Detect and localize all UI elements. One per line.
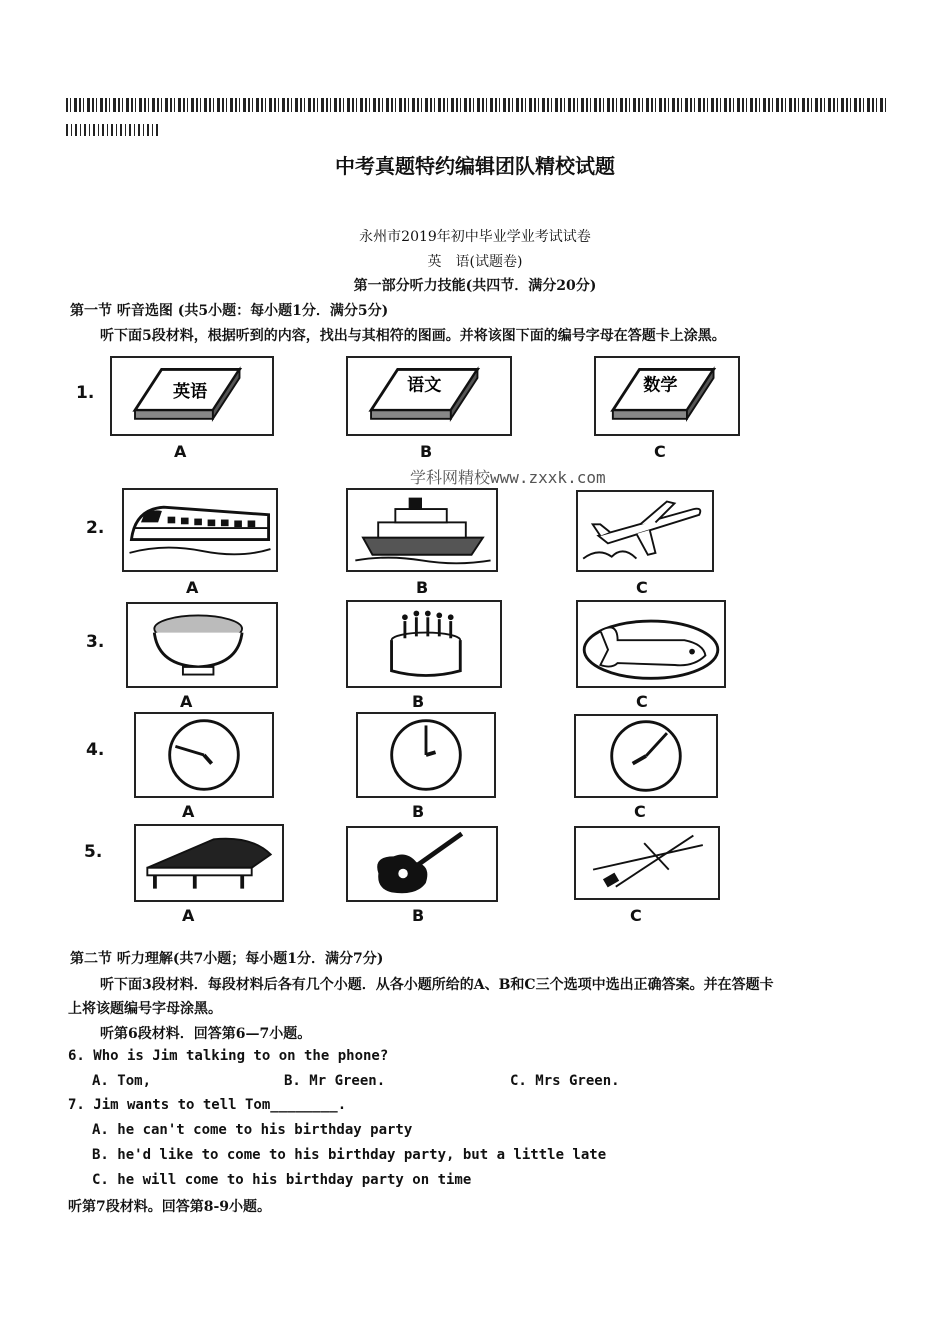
barcode-strip <box>66 98 886 112</box>
fish-plate-icon <box>578 602 724 686</box>
option-image-4b <box>356 712 496 798</box>
option-image-5b <box>346 826 498 902</box>
clock-icon <box>576 716 716 796</box>
passage-6-heading: 听第6段材料．回答第6—7小题。 <box>100 1026 312 1042</box>
question-6-option-b: B. Mr Green. <box>284 1073 386 1089</box>
question-6-stem: 6. Who is Jim talking to on the phone? <box>68 1048 389 1064</box>
clock-icon <box>136 714 272 796</box>
option-image-2b <box>346 488 498 572</box>
option-image-3a <box>126 602 278 688</box>
violin-icon <box>576 828 718 898</box>
question-number: 5. <box>84 842 103 862</box>
book-cover-text: 数学 <box>643 375 678 396</box>
option-label: C <box>636 692 648 711</box>
clock-icon <box>358 714 494 796</box>
piano-icon <box>136 826 282 900</box>
train-icon <box>124 490 276 570</box>
question-7-option-a: A. he can't come to his birthday party <box>92 1122 413 1138</box>
book-icon <box>112 358 272 434</box>
passage-7-heading: 听第7段材料。回答第8-9小题。 <box>68 1199 272 1215</box>
question-6-option-a: A. Tom, <box>92 1073 152 1089</box>
option-image-1c <box>594 356 740 436</box>
ship-icon <box>348 490 496 570</box>
question-number: 1. <box>76 383 95 403</box>
section2-instruction-line2: 上将该题编号字母涂黑。 <box>68 1001 222 1017</box>
option-label: B <box>412 802 425 821</box>
option-label: B <box>416 578 429 597</box>
question-number: 4. <box>86 740 105 760</box>
option-label: B <box>420 442 433 461</box>
section2-instruction-line1: 听下面3段材料．每段材料后各有几个小题．从各小题所给的A、B和C三个选项中选出正确答案。并在答题卡 <box>100 977 774 993</box>
option-image-3b <box>346 600 502 688</box>
option-label: C <box>636 578 648 597</box>
option-label: A <box>180 692 193 711</box>
section1-heading: 第一节 听音选图 (共5小题：每小题1分．满分5分) <box>70 303 389 319</box>
option-label: C <box>634 802 646 821</box>
banner-title: 中考真题特约编辑团队精校试题 <box>335 154 615 178</box>
book-cover-text: 英语 <box>173 381 208 402</box>
rice-bowl-icon <box>128 604 276 686</box>
barcode-strip-small <box>66 124 158 136</box>
question-7-stem: 7. Jim wants to tell Tom________. <box>68 1097 347 1113</box>
exam-title: 永州市2019年初中毕业学业考试试卷 <box>359 229 591 245</box>
option-label: B <box>412 692 425 711</box>
option-label: A <box>186 578 199 597</box>
question-number: 2. <box>86 518 105 538</box>
section2-heading: 第二节 听力理解(共7小题；每小题1分．满分7分) <box>70 951 384 967</box>
option-image-1a <box>110 356 274 436</box>
option-image-2c <box>576 490 714 572</box>
option-image-1b <box>346 356 512 436</box>
option-image-4a <box>134 712 274 798</box>
option-image-5c <box>574 826 720 900</box>
option-label: A <box>182 802 195 821</box>
option-image-4c <box>574 714 718 798</box>
question-7-option-c: C. he will come to his birthday party on time <box>92 1172 472 1188</box>
book-icon <box>348 358 510 434</box>
book-cover-text: 语文 <box>407 375 442 396</box>
section1-instruction: 听下面5段材料，根据听到的内容，找出与其相符的图画。并将该图下面的编号字母在答题卡上涂黑。 <box>100 328 726 344</box>
question-number: 3. <box>86 632 105 652</box>
option-label: A <box>182 906 195 925</box>
option-label: C <box>654 442 666 461</box>
guitar-icon <box>348 828 496 900</box>
question-6-option-c: C. Mrs Green. <box>510 1073 620 1089</box>
watermark: 学科网精校www.zxxk.com <box>410 468 606 487</box>
option-label: A <box>174 442 187 461</box>
option-label: C <box>630 906 642 925</box>
part1-heading: 第一部分听力技能(共四节．满分20分) <box>353 278 597 294</box>
birthday-cake-icon <box>348 602 500 686</box>
option-image-3c <box>576 600 726 688</box>
airplane-icon <box>578 492 712 570</box>
exam-subject: 英 语(试题卷) <box>427 254 523 270</box>
option-image-2a <box>122 488 278 572</box>
option-image-5a <box>134 824 284 902</box>
question-7-option-b: B. he'd like to come to his birthday party, but a little late <box>92 1147 607 1163</box>
book-icon <box>596 358 738 434</box>
option-label: B <box>412 906 425 925</box>
